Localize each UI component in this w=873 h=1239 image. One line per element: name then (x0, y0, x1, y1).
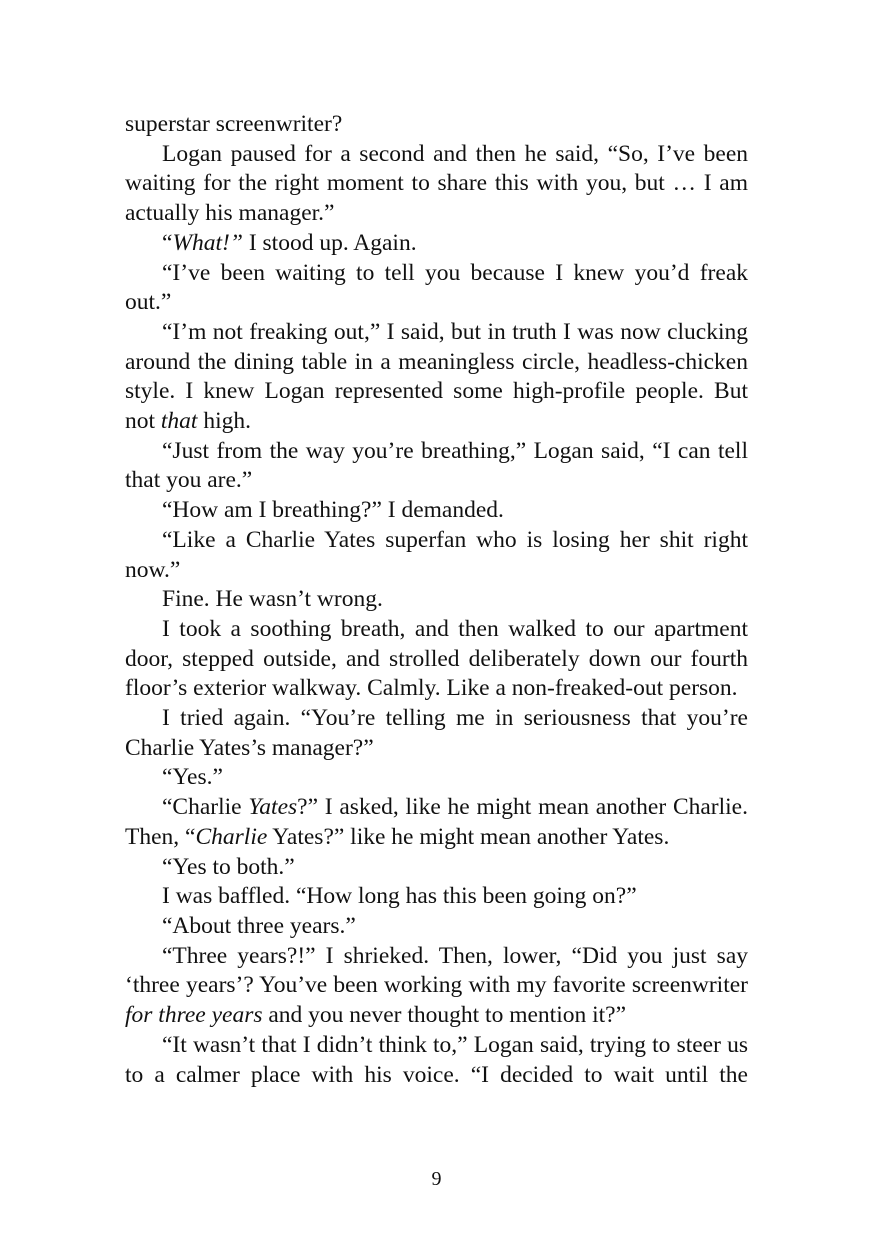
paragraph (125, 585, 748, 615)
text-run: “Three years?!” I shrieked. Then, lower, “Did you just say ‘three years’? You’ve been working with my favorite screenwriter (125, 942, 748, 999)
paragraph (125, 704, 748, 763)
text-run: “About three years.” (162, 912, 356, 939)
paragraph (125, 496, 748, 526)
paragraph (125, 882, 748, 912)
text-run: ?” I asked, like he might mean another Charlie. Then, “ (125, 794, 748, 850)
text-run: “Like a Charlie Yates superfan who is losing her shit right now.” (125, 526, 748, 583)
paragraph (125, 526, 748, 585)
text-run: “Yes to both.” (162, 853, 295, 880)
paragraph (125, 229, 748, 259)
text-run: “It wasn’t that I didn’t think to,” Logan said, trying to steer us to a calmer place with his voice. “I decided to wait until the (125, 1031, 748, 1088)
text-run: Yates?” like he might mean another Yates. (267, 823, 670, 850)
text-run: and you never thought to mention it?” (262, 1002, 627, 1029)
paragraph (125, 318, 748, 437)
paragraph (125, 912, 748, 942)
italic-text: for three years (125, 1002, 263, 1029)
paragraph (125, 942, 748, 1031)
text-run: “Yes.” (162, 764, 223, 791)
italic-text: Charlie (195, 823, 268, 850)
text-run: “ (162, 229, 173, 256)
text-run: I tried again. “You’re telling me in seriousness that you’re Charlie Yates’s manager?” (125, 705, 748, 761)
paragraph (125, 615, 748, 704)
text-run: Fine. He wasn’t wrong. (162, 586, 383, 613)
text-run: “Charlie (162, 794, 249, 821)
book-page-body (125, 110, 748, 1090)
paragraph (125, 853, 748, 883)
paragraph (125, 259, 748, 318)
text-run: “I’ve been waiting to tell you because I knew you’d freak out.” (125, 259, 748, 316)
paragraph (125, 140, 748, 229)
text-run: I was baffled. “How long has this been going on?” (162, 883, 637, 910)
text-run: Logan paused for a second and then he said, “So, I’ve been waiting for the right moment to share this with you, but … I am actually his manager.” (125, 140, 748, 227)
text-run: superstar screenwriter? (125, 111, 343, 137)
text-run: “Just from the way you’re breathing,” Logan said, “I can tell that you are.” (125, 437, 748, 494)
italic-text: that (160, 408, 198, 435)
page-number: 9 (431, 1168, 442, 1190)
italic-text: Yates (248, 794, 298, 821)
paragraph (125, 793, 748, 852)
text-run: I stood up. Again. (242, 229, 417, 256)
paragraph (125, 763, 748, 793)
text-run: “How am I breathing?” I demanded. (162, 497, 504, 524)
paragraph (125, 110, 748, 140)
text-run: “I’m not freaking out,” I said, but in truth I was now clucking around the dining table in a meaningless circle, headless-chicken style. I knew Logan represented some high-profile people. But not (125, 318, 748, 435)
paragraph (125, 437, 748, 496)
text-run: I took a soothing breath, and then walked to our apartment door, stepped outside, and strolled deliberately down our fourth floor’s exterior walkway. Calmly. Like a non-freaked-out person. (125, 615, 748, 702)
italic-text: What!” (172, 229, 243, 256)
paragraph (125, 1031, 748, 1090)
text-run: high. (197, 408, 251, 435)
